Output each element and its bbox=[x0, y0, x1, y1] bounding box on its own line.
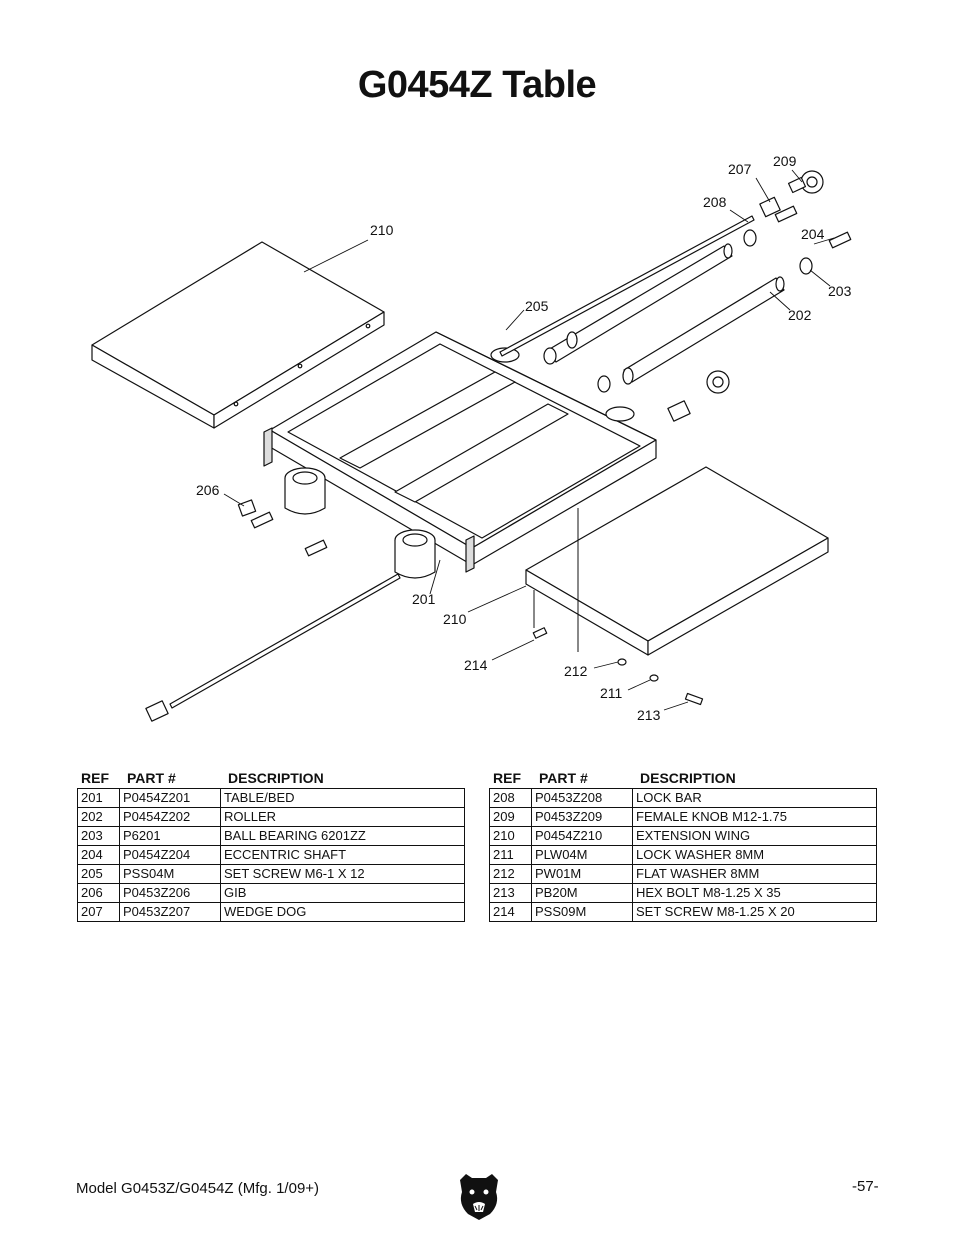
cell-ref: 209 bbox=[490, 808, 532, 827]
cell-ref: 201 bbox=[78, 789, 120, 808]
table-row bbox=[490, 789, 877, 808]
parts-list-table bbox=[489, 788, 877, 922]
table-row bbox=[78, 827, 465, 846]
table-row bbox=[78, 865, 465, 884]
header-description: DESCRIPTION bbox=[228, 770, 324, 786]
table-row bbox=[490, 827, 877, 846]
cell-part-number: P6201 bbox=[120, 827, 221, 846]
cell-ref: 211 bbox=[490, 846, 532, 865]
cell-description: LOCK BAR bbox=[633, 789, 877, 808]
table-row bbox=[490, 903, 877, 922]
cell-ref: 204 bbox=[78, 846, 120, 865]
header-part: PART # bbox=[127, 770, 176, 786]
cell-description: GIB bbox=[221, 884, 465, 903]
table-row bbox=[490, 846, 877, 865]
header-part: PART # bbox=[539, 770, 588, 786]
footer-model: Model G0453Z/G0454Z (Mfg. 1/09+) bbox=[76, 1180, 320, 1197]
callout-207: 207 bbox=[728, 161, 752, 177]
table-header bbox=[77, 768, 465, 788]
cell-part-number: P0454Z210 bbox=[532, 827, 633, 846]
cell-part-number: P0453Z207 bbox=[120, 903, 221, 922]
parts-table-left bbox=[77, 768, 465, 922]
parts-list-table bbox=[77, 788, 465, 922]
table-row bbox=[78, 789, 465, 808]
parts-exploded-diagram bbox=[0, 140, 954, 740]
cell-description: FEMALE KNOB M12-1.75 bbox=[633, 808, 877, 827]
cell-part-number: PB20M bbox=[532, 884, 633, 903]
cell-part-number: PSS09M bbox=[532, 903, 633, 922]
header-ref: REF bbox=[81, 770, 109, 786]
callout-210-b: 210 bbox=[443, 611, 467, 627]
cell-part-number: P0454Z202 bbox=[120, 808, 221, 827]
parts-table-right bbox=[489, 768, 877, 922]
callout-206: 206 bbox=[196, 482, 220, 498]
cell-description: ROLLER bbox=[221, 808, 465, 827]
callout-203: 203 bbox=[828, 283, 852, 299]
grizzly-bear-logo-icon bbox=[456, 1170, 502, 1222]
callout-213: 213 bbox=[637, 707, 661, 723]
table-row bbox=[78, 903, 465, 922]
cell-part-number: PW01M bbox=[532, 865, 633, 884]
cell-ref: 205 bbox=[78, 865, 120, 884]
callout-208: 208 bbox=[703, 194, 727, 210]
cell-description: SET SCREW M6-1 X 12 bbox=[221, 865, 465, 884]
header-description: DESCRIPTION bbox=[640, 770, 736, 786]
cell-part-number: P0454Z204 bbox=[120, 846, 221, 865]
callout-204: 204 bbox=[801, 226, 825, 242]
cell-description: BALL BEARING 6201ZZ bbox=[221, 827, 465, 846]
cell-ref: 214 bbox=[490, 903, 532, 922]
callout-201: 201 bbox=[412, 591, 436, 607]
cell-description: ECCENTRIC SHAFT bbox=[221, 846, 465, 865]
cell-ref: 213 bbox=[490, 884, 532, 903]
cell-description: TABLE/BED bbox=[221, 789, 465, 808]
cell-part-number: PSS04M bbox=[120, 865, 221, 884]
cell-description: LOCK WASHER 8MM bbox=[633, 846, 877, 865]
page-title: G0454Z Table bbox=[357, 64, 597, 106]
callout-202: 202 bbox=[788, 307, 812, 323]
cell-description: WEDGE DOG bbox=[221, 903, 465, 922]
long-rod bbox=[146, 574, 400, 721]
table-row bbox=[78, 884, 465, 903]
table-row bbox=[78, 846, 465, 865]
callout-212: 212 bbox=[564, 663, 588, 679]
table-row bbox=[490, 865, 877, 884]
cell-description: SET SCREW M8-1.25 X 20 bbox=[633, 903, 877, 922]
footer-page-number: -57- bbox=[852, 1178, 879, 1195]
cell-ref: 206 bbox=[78, 884, 120, 903]
callout-205: 205 bbox=[525, 298, 549, 314]
callout-211: 211 bbox=[600, 685, 623, 701]
table-row bbox=[490, 884, 877, 903]
cell-part-number: P0454Z201 bbox=[120, 789, 221, 808]
cell-part-number: P0453Z206 bbox=[120, 884, 221, 903]
callout-209: 209 bbox=[773, 153, 797, 169]
cell-ref: 202 bbox=[78, 808, 120, 827]
callout-210-a: 210 bbox=[370, 222, 394, 238]
cell-ref: 212 bbox=[490, 865, 532, 884]
cell-part-number: P0453Z208 bbox=[532, 789, 633, 808]
table-header bbox=[489, 768, 877, 788]
cell-ref: 208 bbox=[490, 789, 532, 808]
cell-ref: 210 bbox=[490, 827, 532, 846]
header-ref: REF bbox=[493, 770, 521, 786]
cell-ref: 207 bbox=[78, 903, 120, 922]
cell-description: HEX BOLT M8-1.25 X 35 bbox=[633, 884, 877, 903]
cell-description: FLAT WASHER 8MM bbox=[633, 865, 877, 884]
table-row bbox=[78, 808, 465, 827]
cell-part-number: PLW04M bbox=[532, 846, 633, 865]
cell-ref: 203 bbox=[78, 827, 120, 846]
callout-214: 214 bbox=[464, 657, 488, 673]
cell-part-number: P0453Z209 bbox=[532, 808, 633, 827]
table-row bbox=[490, 808, 877, 827]
cell-description: EXTENSION WING bbox=[633, 827, 877, 846]
